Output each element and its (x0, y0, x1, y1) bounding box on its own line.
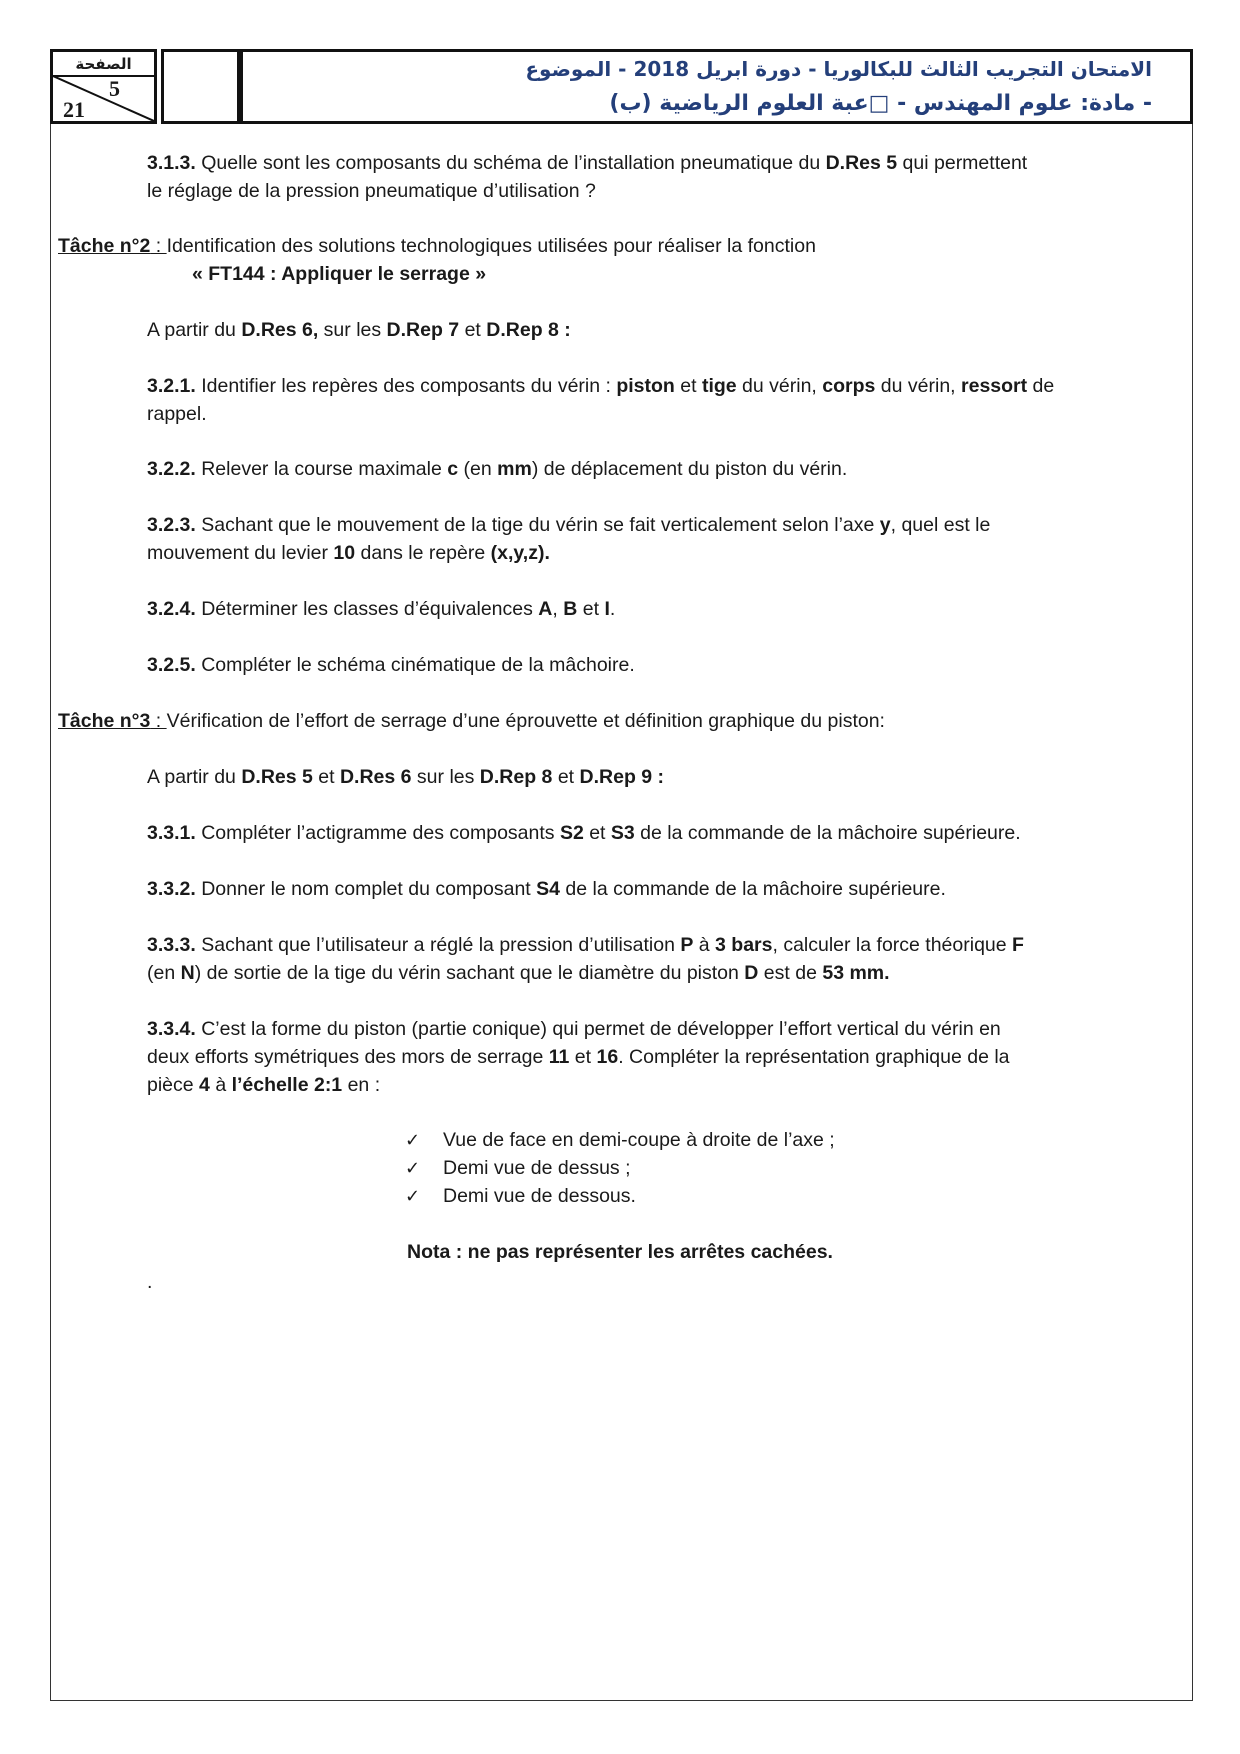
question-3-3-2: 3.3.2. Donner le nom complet du composant S4 de la commande de la mâchoire supérieure. (147, 878, 946, 900)
question-3-3-3: 3.3.3. Sachant que l’utilisateur a réglé la pression d’utilisation P à 3 bars, calculer la force théorique F (147, 934, 1024, 956)
task-3-intro: A partir du D.Res 5 et D.Res 6 sur les D.Rep 8 et D.Rep 9 : (147, 766, 665, 788)
question-3-3-4-line3: pièce 4 à l’échelle 2:1 en : (147, 1074, 381, 1096)
checklist-item: ✓ Demi vue de dessous. (405, 1182, 636, 1211)
question-3-1-3: 3.1.3. Quelle sont les composants du schéma de l’installation pneumatique du D.Res 5 qui permettent (147, 152, 1028, 174)
question-3-2-1-line2: rappel. (147, 403, 207, 425)
task-2-intro: A partir du D.Res 6, sur les D.Rep 7 et D.Rep 8 : (147, 319, 571, 341)
page-frame (50, 124, 1193, 1701)
question-3-2-1: 3.2.1. Identifier les repères des composants du vérin : piston et tige du vérin, corps du vérin, ressort de (147, 375, 1055, 397)
exam-header (240, 49, 1193, 124)
nota: Nota : ne pas représenter les arrêtes cachées. (407, 1241, 833, 1263)
question-3-2-4: 3.2.4. Déterminer les classes d’équivalences A, B et I. (147, 598, 616, 620)
task-3-heading: Tâche n°3 : Vérification de l’effort de serrage d’une éprouvette et définition graphique du piston: (58, 710, 885, 732)
exam-subject: - مادة: علوم المهندس - □عبة العلوم الرياضية (ب) (609, 91, 1152, 116)
checklist-item: ✓ Demi vue de dessus ; (405, 1154, 631, 1183)
question-3-3-4-line2: deux efforts symétriques des mors de serrage 11 et 16. Compléter la représentation graphique de la (147, 1046, 1010, 1068)
question-3-2-3-line2: mouvement du levier 10 dans le repère (x,y,z). (147, 542, 550, 564)
page-total: 21 (63, 97, 85, 122)
page-current: 5 (109, 76, 120, 101)
question-3-2-5: 3.2.5. Compléter le schéma cinématique de la mâchoire. (147, 654, 635, 676)
task-2-heading: Tâche n°2 : Identification des solutions technologiques utilisées pour réaliser la fonction (58, 235, 816, 257)
task-2-function: « FT144 : Appliquer le serrage » (192, 263, 487, 285)
trailing-dot: . (147, 1271, 153, 1293)
exam-title: الامتحان التجريب الثالث للبكالوريا - دورة ابريل 2018 - الموضوع (525, 57, 1152, 81)
question-3-1-3-line2: le réglage de la pression pneumatique d’utilisation ? (147, 180, 596, 202)
header-empty-cell (161, 49, 240, 124)
checkmark-icon: ✓ (405, 1158, 421, 1179)
question-3-3-1: 3.3.1. Compléter l’actigramme des composants S2 et S3 de la commande de la mâchoire supérieure. (147, 822, 1021, 844)
page-number-box (50, 49, 157, 124)
question-3-2-2: 3.2.2. Relever la course maximale c (en mm) de déplacement du piston du vérin. (147, 458, 848, 480)
question-3-2-3: 3.2.3. Sachant que le mouvement de la tige du vérin se fait verticalement selon l’axe y, quel est le (147, 514, 991, 536)
page-label: الصفحة (53, 53, 154, 77)
question-3-3-4: 3.3.4. C’est la forme du piston (partie conique) qui permet de développer l’effort vertical du vérin en (147, 1018, 1001, 1040)
checkmark-icon: ✓ (405, 1186, 421, 1207)
checklist-item: ✓ Vue de face en demi-coupe à droite de l’axe ; (405, 1126, 835, 1155)
question-3-3-3-line2: (en N) de sortie de la tige du vérin sachant que le diamètre du piston D est de 53 mm. (147, 962, 890, 984)
checkmark-icon: ✓ (405, 1130, 421, 1151)
